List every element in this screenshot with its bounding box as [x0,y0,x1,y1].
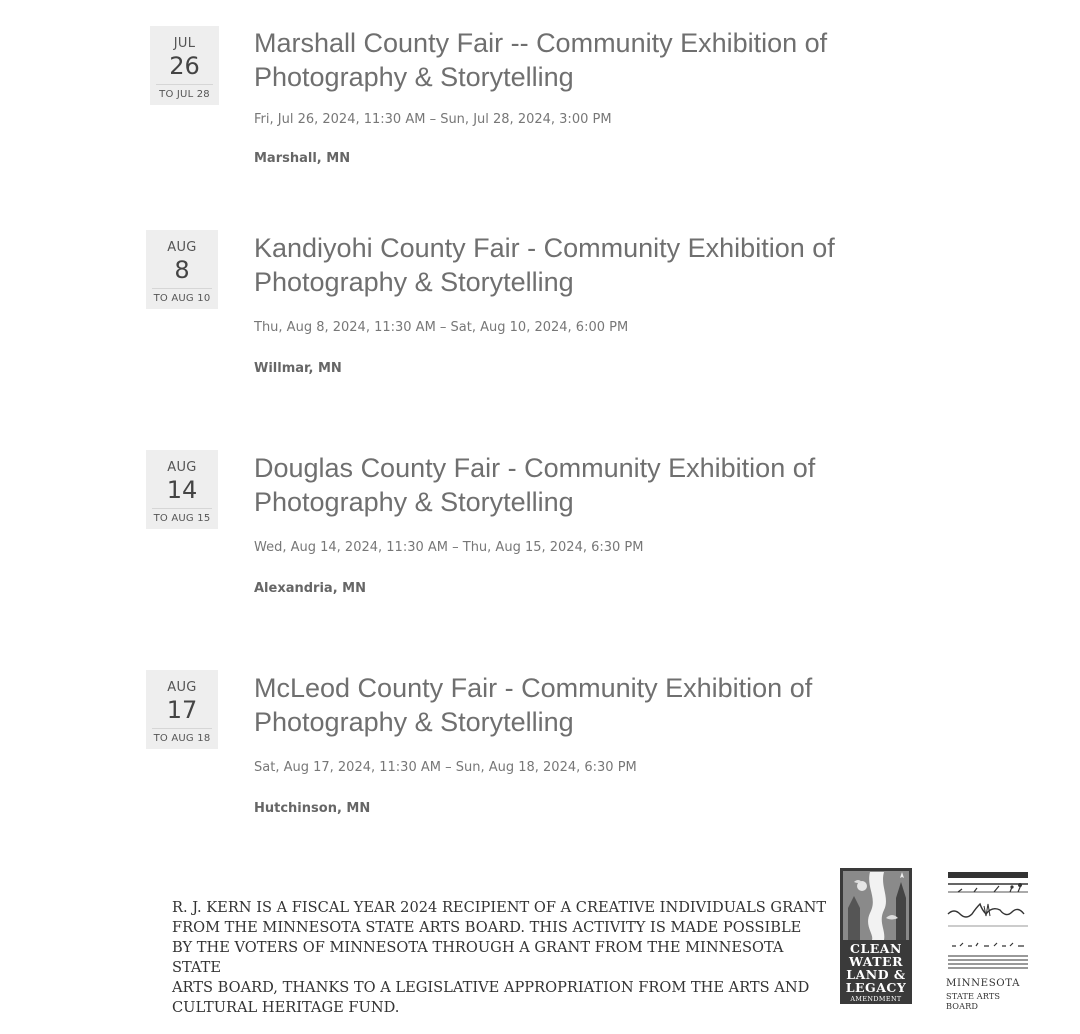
event-time: Fri, Jul 26, 2024, 11:30 AM – Sun, Jul 28, 2024, 3:00 PM [254,112,612,127]
event-title-link[interactable] [254,671,954,739]
logo-text-line: LAND & [846,967,906,982]
event-title-link[interactable] [254,451,954,519]
date-day: 26 [169,52,200,80]
arts-board-name-line1: MINNESOTA [946,978,1021,989]
grant-line: R. J. KERN IS A FISCAL YEAR 2024 RECIPIENT OF A CREATIVE INDIVIDUALS GRANT [172,899,827,916]
date-to: TO AUG 10 [153,293,211,304]
minnesota-state-arts-board-logo[interactable] [944,870,1030,1011]
grant-line: FROM THE MINNESOTA STATE ARTS BOARD. THIS ACTIVITY IS MADE POSSIBLE [172,919,802,936]
event-location: Marshall, MN [254,151,351,166]
date-badge [146,450,218,529]
grant-statement [172,898,832,1018]
event-title-line1[interactable]: Douglas County Fair - Community Exhibition of [254,453,816,483]
legacy-emblem-icon [840,868,912,940]
date-to: TO AUG 15 [153,513,211,524]
event-time: Wed, Aug 14, 2024, 11:30 AM – Thu, Aug 15, 2024, 6:30 PM [254,540,644,555]
arts-board-emblem-icon [944,870,1030,974]
event-location: Willmar, MN [254,361,342,376]
date-badge [146,670,218,749]
date-month: AUG [167,240,197,255]
date-month: JUL [173,36,196,51]
event-title-link[interactable] [254,26,954,94]
event-title-line2[interactable]: Photography & Storytelling [254,62,574,92]
grant-line: ARTS BOARD, THANKS TO A LEGISLATIVE APPROPRIATION FROM THE ARTS AND [172,979,810,996]
arts-board-name-line2: STATE ARTS BOARD [946,991,1001,1011]
date-day: 14 [166,476,198,504]
event-title-link[interactable] [254,231,954,299]
event-title-line1[interactable]: Marshall County Fair -- Community Exhibition of [254,28,828,58]
date-month: AUG [167,460,197,475]
event-time: Sat, Aug 17, 2024, 11:30 AM – Sun, Aug 18, 2024, 6:30 PM [254,760,637,775]
clean-water-legacy-logo[interactable] [840,868,912,1004]
event-title-line2[interactable]: Photography & Storytelling [254,487,574,517]
event-title-line1[interactable]: McLeod County Fair - Community Exhibition of [254,673,813,703]
grant-line: CULTURAL HERITAGE FUND. [172,999,400,1016]
event-location: Hutchinson, MN [254,801,371,816]
event-location: Alexandria, MN [254,581,366,596]
clean-water-logo-text [840,942,912,1004]
logo-text-line: CLEAN [850,941,902,956]
date-day: 17 [166,696,198,724]
logo-text-line: WATER [849,954,903,969]
date-to: TO JUL 28 [159,89,210,100]
date-badge [150,26,219,105]
logo-text-line: LEGACY [845,980,907,995]
date-month: AUG [167,680,197,695]
date-to: TO AUG 18 [153,733,211,744]
grant-line: BY THE VOTERS OF MINNESOTA THROUGH A GRANT FROM THE MINNESOTA STATE [172,939,784,976]
date-badge [146,230,218,309]
event-title-line1[interactable]: Kandiyohi County Fair - Community Exhibition of [254,233,835,263]
logo-text-line: AMENDMENT [850,995,902,1003]
event-time: Thu, Aug 8, 2024, 11:30 AM – Sat, Aug 10, 2024, 6:00 PM [254,320,629,335]
event-title-line2[interactable]: Photography & Storytelling [254,267,574,297]
event-title-line2[interactable]: Photography & Storytelling [254,707,574,737]
date-day: 8 [174,256,190,284]
